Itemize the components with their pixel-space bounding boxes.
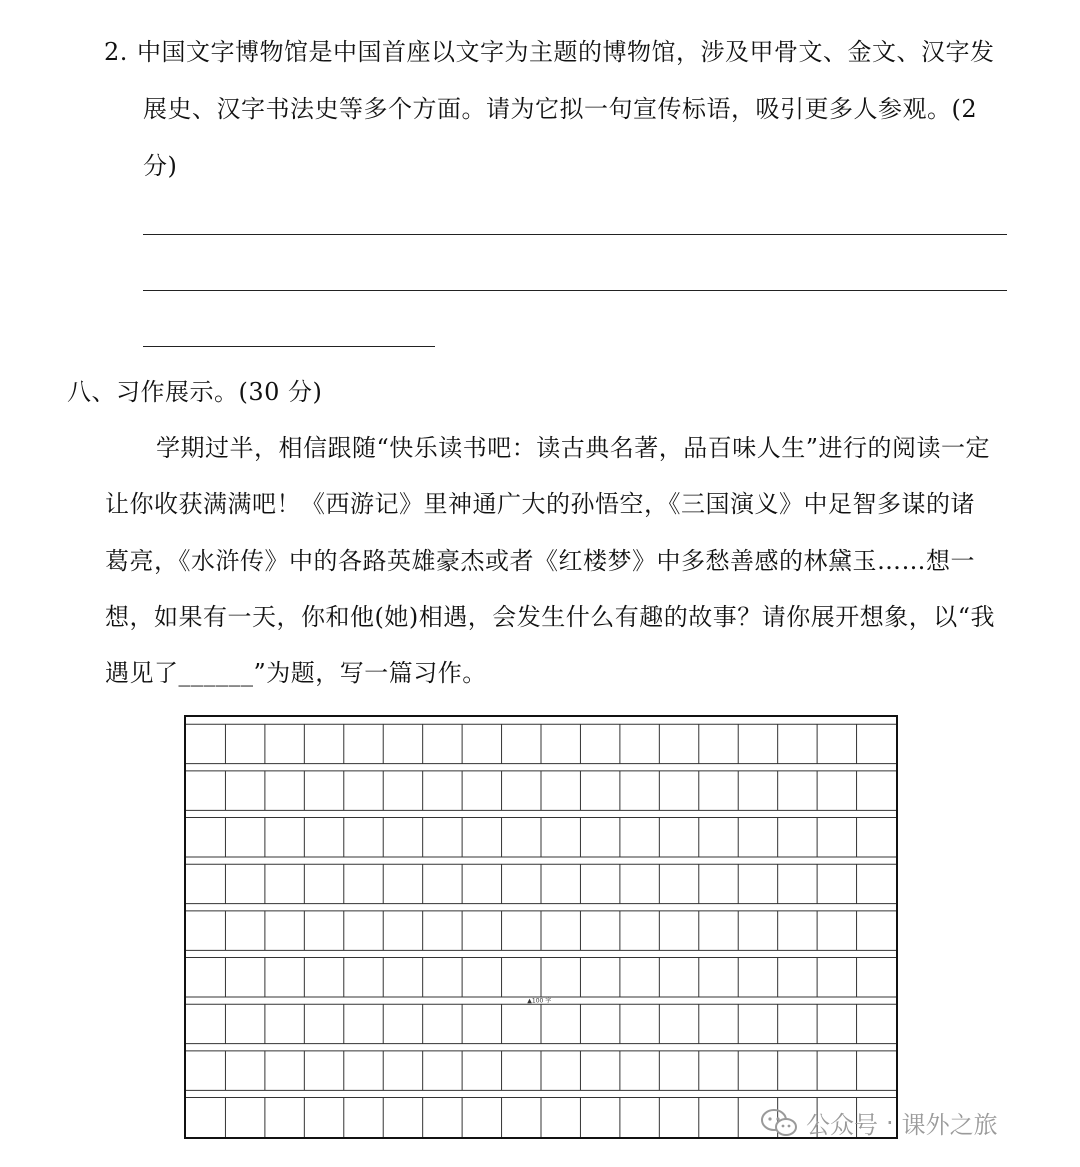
question-text-line-3: 分) <box>143 152 178 180</box>
section-heading: 八、习作展示。(30 分) <box>67 378 323 406</box>
prompt-line-2: 让你收获满满吧！《西游记》里神通广大的孙悟空，《三国演义》中足智多谋的诸 <box>105 490 975 518</box>
grid-lines <box>186 717 896 1137</box>
question-text-line-1: 中国文字博物馆是中国首座以文字为主题的博物馆，涉及甲骨文、金文、汉字发 <box>137 38 995 66</box>
question-text-line-2: 展史、汉字书法史等多个方面。请为它拟一句宣传标语，吸引更多人参观。(2 <box>143 95 978 123</box>
watermark <box>760 1105 998 1140</box>
watermark-account: 课外之旅 <box>901 1111 998 1139</box>
prompt-line-3: 葛亮，《水浒传》中的各路英雄豪杰或者《红楼梦》中多愁善感的林黛玉……想一 <box>105 547 975 575</box>
word-count-marker: ▲100 字 <box>527 997 552 1005</box>
question-number: 2. <box>104 38 128 66</box>
answer-line[interactable] <box>143 290 1007 291</box>
answer-line[interactable] <box>143 234 1007 235</box>
composition-grid[interactable] <box>184 715 898 1139</box>
prompt-line-5: 遇见了______”为题，写一篇习作。 <box>105 659 487 687</box>
watermark-separator: · <box>886 1108 894 1137</box>
wechat-icon <box>760 1108 798 1138</box>
prompt-line-1: 学期过半，相信跟随“快乐读书吧：读古典名著，品百味人生”进行的阅读一定 <box>156 434 991 462</box>
answer-line[interactable] <box>143 346 435 347</box>
prompt-line-4: 想，如果有一天，你和他(她)相遇，会发生什么有趣的故事？请你展开想象，以“我 <box>105 603 995 631</box>
watermark-platform: 公众号 <box>806 1111 878 1139</box>
